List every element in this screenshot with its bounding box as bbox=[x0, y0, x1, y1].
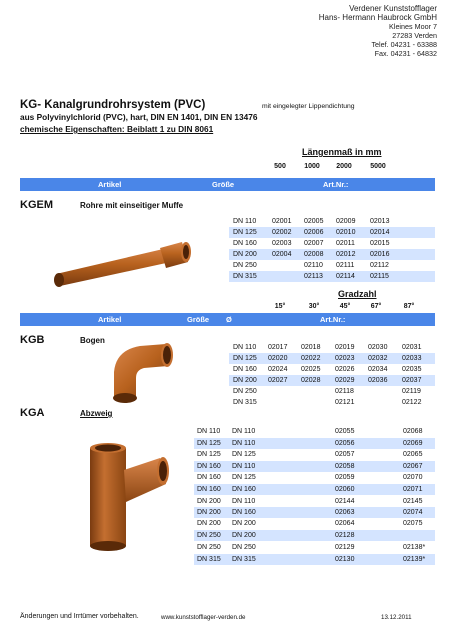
row-size-branch: DN 125 bbox=[232, 451, 256, 458]
subtitle-chemistry: chemische Eigenschaften: Beiblatt 1 zu DIN 8061 bbox=[20, 124, 214, 134]
header-groesse: Größe bbox=[212, 180, 235, 189]
row-size: DN 200 bbox=[233, 251, 257, 258]
row-size-branch: DN 125 bbox=[232, 474, 256, 481]
row-artnr: 02067 bbox=[403, 463, 423, 470]
row-artnr: 02017 bbox=[268, 344, 288, 351]
table-header-bar-2 bbox=[20, 313, 435, 326]
section-code-kgb: KGB bbox=[20, 334, 45, 346]
row-size: DN 200 bbox=[233, 377, 257, 384]
table-header-bar bbox=[20, 178, 435, 191]
table-row bbox=[229, 375, 435, 386]
row-size: DN 315 bbox=[233, 273, 257, 280]
row-size-branch: DN 110 bbox=[232, 440, 256, 447]
company-name: Verdener Kunststofflager bbox=[349, 4, 437, 13]
company-phone: Telef. 04231 - 63388 bbox=[371, 40, 437, 49]
row-artnr: 02016 bbox=[370, 251, 390, 258]
row-size-main: DN 160 bbox=[197, 474, 221, 481]
angle-header: Gradzahl bbox=[338, 289, 377, 299]
row-size: DN 110 bbox=[233, 218, 257, 225]
row-size-branch: DN 160 bbox=[232, 509, 256, 516]
row-artnr: 02059 bbox=[335, 474, 355, 481]
section-name-kga: Abzweig bbox=[80, 409, 113, 418]
row-size-branch: DN 200 bbox=[232, 520, 256, 527]
row-artnr: 02015 bbox=[370, 240, 390, 247]
row-artnr: 02008 bbox=[304, 251, 324, 258]
table-row bbox=[194, 530, 435, 541]
table-row bbox=[194, 449, 435, 460]
company-street: Kleines Moor 7 bbox=[389, 22, 437, 31]
row-size: DN 315 bbox=[233, 399, 257, 406]
row-artnr: 02071 bbox=[403, 486, 423, 493]
table-row bbox=[229, 397, 435, 408]
row-artnr: 02009 bbox=[336, 218, 356, 225]
row-artnr: 02031 bbox=[402, 344, 422, 351]
row-artnr: 02065 bbox=[403, 451, 423, 458]
row-artnr: 02063 bbox=[335, 509, 355, 516]
row-artnr: 02006 bbox=[304, 229, 324, 236]
length-1000: 1000 bbox=[304, 163, 320, 170]
row-artnr: 02055 bbox=[335, 428, 355, 435]
row-artnr: 02119 bbox=[402, 388, 421, 395]
table-row bbox=[194, 472, 435, 483]
table-row bbox=[229, 238, 435, 249]
row-artnr: 02113 bbox=[304, 273, 323, 280]
row-artnr: 02144 bbox=[335, 498, 355, 505]
row-artnr: 02145 bbox=[403, 498, 423, 505]
row-artnr: 02118 bbox=[335, 388, 354, 395]
angle-67: 67° bbox=[370, 303, 382, 310]
length-500: 500 bbox=[274, 163, 286, 170]
row-artnr: 02033 bbox=[402, 355, 422, 362]
table-row bbox=[229, 386, 435, 397]
row-artnr: 02005 bbox=[304, 218, 324, 225]
footer-disclaimer: Änderungen und Irrtümer vorbehalten. bbox=[20, 613, 139, 620]
row-artnr: 02121 bbox=[335, 399, 355, 406]
section-code-kga: KGA bbox=[20, 407, 45, 419]
header-groesse-2: Größe bbox=[187, 315, 210, 324]
row-artnr: 02035 bbox=[402, 366, 422, 373]
row-size: DN 250 bbox=[233, 388, 257, 395]
table-row bbox=[229, 260, 435, 271]
row-size-branch: DN 110 bbox=[232, 463, 256, 470]
row-size-main: DN 315 bbox=[197, 556, 221, 563]
header-artikel-2: Artikel bbox=[98, 315, 122, 324]
row-artnr: 02037 bbox=[402, 377, 422, 384]
row-artnr: 02028 bbox=[301, 377, 321, 384]
footer-url[interactable]: www.kunststofflager-verden.de bbox=[161, 614, 246, 621]
row-artnr: 02023 bbox=[335, 355, 355, 362]
row-artnr: 02068 bbox=[403, 428, 423, 435]
row-artnr: 02115 bbox=[370, 273, 389, 280]
angle-87: 87° bbox=[403, 303, 415, 310]
row-artnr: 02058 bbox=[335, 463, 355, 470]
row-artnr: 02027 bbox=[268, 377, 288, 384]
title-note: mit eingelegter Lippendichtung bbox=[262, 103, 355, 110]
row-size-main: DN 250 bbox=[197, 532, 221, 539]
row-artnr: 02138* bbox=[403, 544, 426, 551]
row-size-branch: DN 110 bbox=[232, 428, 256, 435]
row-artnr: 02056 bbox=[335, 440, 355, 447]
table-row bbox=[194, 496, 435, 507]
angle-15: 15° bbox=[274, 303, 286, 310]
row-size-main: DN 200 bbox=[197, 520, 221, 527]
row-artnr: 02130 bbox=[335, 556, 355, 563]
subtitle-material: aus Polyvinylchlorid (PVC), hart, DIN EN 1401, DIN EN 13476 bbox=[20, 112, 258, 122]
row-size: DN 110 bbox=[233, 344, 257, 351]
table-row bbox=[194, 518, 435, 529]
row-size-main: DN 200 bbox=[197, 509, 221, 516]
row-size: DN 250 bbox=[233, 262, 257, 269]
bend-image bbox=[104, 336, 184, 406]
row-artnr: 02139* bbox=[403, 556, 426, 563]
row-artnr: 02129 bbox=[335, 544, 355, 551]
row-size-main: DN 125 bbox=[197, 451, 221, 458]
table-row bbox=[229, 271, 435, 282]
section-name-kgem: Rohre mit einseitiger Muffe bbox=[80, 201, 184, 210]
angle-45: 45° bbox=[339, 303, 351, 310]
row-artnr: 02001 bbox=[272, 218, 292, 225]
header-diameter: Ø bbox=[226, 315, 232, 324]
header-artikel: Artikel bbox=[98, 180, 122, 189]
row-artnr: 02025 bbox=[301, 366, 321, 373]
table-row bbox=[229, 364, 435, 375]
length-5000: 5000 bbox=[370, 163, 386, 170]
row-artnr: 02012 bbox=[336, 251, 356, 258]
table-row bbox=[194, 507, 435, 518]
row-size-main: DN 110 bbox=[197, 428, 221, 435]
table-row bbox=[229, 249, 435, 260]
table-row bbox=[194, 484, 435, 495]
row-size-branch: DN 200 bbox=[232, 532, 256, 539]
row-size-branch: DN 110 bbox=[232, 498, 256, 505]
row-artnr: 02002 bbox=[272, 229, 292, 236]
row-artnr: 02070 bbox=[403, 474, 423, 481]
row-artnr: 02069 bbox=[403, 440, 423, 447]
row-artnr: 02007 bbox=[304, 240, 324, 247]
row-size-main: DN 250 bbox=[197, 544, 221, 551]
row-size-branch: DN 160 bbox=[232, 486, 256, 493]
row-artnr: 02011 bbox=[336, 240, 355, 247]
row-artnr: 02064 bbox=[335, 520, 355, 527]
row-artnr: 02026 bbox=[335, 366, 355, 373]
row-artnr: 02013 bbox=[370, 218, 390, 225]
row-size: DN 160 bbox=[233, 366, 257, 373]
row-artnr: 02034 bbox=[368, 366, 388, 373]
row-artnr: 02003 bbox=[272, 240, 292, 247]
header-artnr: Art.Nr.: bbox=[323, 180, 349, 189]
row-size: DN 125 bbox=[233, 229, 257, 236]
row-artnr: 02112 bbox=[370, 262, 389, 269]
table-row bbox=[194, 426, 435, 437]
row-artnr: 02004 bbox=[272, 251, 292, 258]
length-2000: 2000 bbox=[336, 163, 352, 170]
row-artnr: 02020 bbox=[268, 355, 288, 362]
table-row bbox=[194, 438, 435, 449]
row-artnr: 02029 bbox=[335, 377, 355, 384]
row-artnr: 02010 bbox=[336, 229, 356, 236]
row-artnr: 02036 bbox=[368, 377, 388, 384]
row-size-main: DN 125 bbox=[197, 440, 221, 447]
table-row bbox=[229, 216, 435, 227]
table-row bbox=[229, 353, 435, 364]
table-row bbox=[194, 461, 435, 472]
section-code-kgem: KGEM bbox=[20, 199, 53, 211]
row-size-main: DN 160 bbox=[197, 463, 221, 470]
company-owner: Hans- Hermann Haubrock GmbH bbox=[318, 13, 437, 22]
length-header: Längenmaß in mm bbox=[302, 147, 382, 157]
angle-30: 30° bbox=[308, 303, 320, 310]
table-row bbox=[229, 342, 435, 353]
row-artnr: 02057 bbox=[335, 451, 355, 458]
table-row bbox=[194, 554, 435, 565]
pipe-image bbox=[48, 240, 198, 290]
section-name-kgb: Bogen bbox=[80, 336, 105, 345]
company-address bbox=[319, 4, 437, 58]
table-row bbox=[229, 227, 435, 238]
row-size-main: DN 160 bbox=[197, 486, 221, 493]
row-size: DN 160 bbox=[233, 240, 257, 247]
row-artnr: 02019 bbox=[335, 344, 355, 351]
company-city: 27283 Verden bbox=[392, 31, 437, 40]
page-title: KG- Kanalgrundrohrsystem (PVC) bbox=[20, 99, 206, 111]
row-artnr: 02032 bbox=[368, 355, 388, 362]
row-artnr: 02114 bbox=[336, 273, 355, 280]
row-artnr: 02110 bbox=[304, 262, 323, 269]
row-artnr: 02024 bbox=[268, 366, 288, 373]
row-artnr: 02060 bbox=[335, 486, 355, 493]
company-fax: Fax. 04231 - 64832 bbox=[374, 49, 437, 58]
row-size: DN 125 bbox=[233, 355, 257, 362]
row-artnr: 02122 bbox=[402, 399, 422, 406]
row-artnr: 02075 bbox=[403, 520, 423, 527]
row-artnr: 02022 bbox=[301, 355, 321, 362]
header-artnr-2: Art.Nr.: bbox=[320, 315, 346, 324]
row-artnr: 02074 bbox=[403, 509, 423, 516]
row-artnr: 02030 bbox=[368, 344, 388, 351]
row-artnr: 02111 bbox=[336, 262, 355, 269]
row-artnr: 02014 bbox=[370, 229, 390, 236]
row-artnr: 02018 bbox=[301, 344, 321, 351]
row-size-branch: DN 250 bbox=[232, 544, 256, 551]
branch-image bbox=[68, 440, 174, 552]
footer-date: 13.12.2011 bbox=[381, 614, 412, 621]
row-size-main: DN 200 bbox=[197, 498, 221, 505]
row-size-branch: DN 315 bbox=[232, 556, 256, 563]
table-row bbox=[194, 542, 435, 553]
row-artnr: 02128 bbox=[335, 532, 355, 539]
